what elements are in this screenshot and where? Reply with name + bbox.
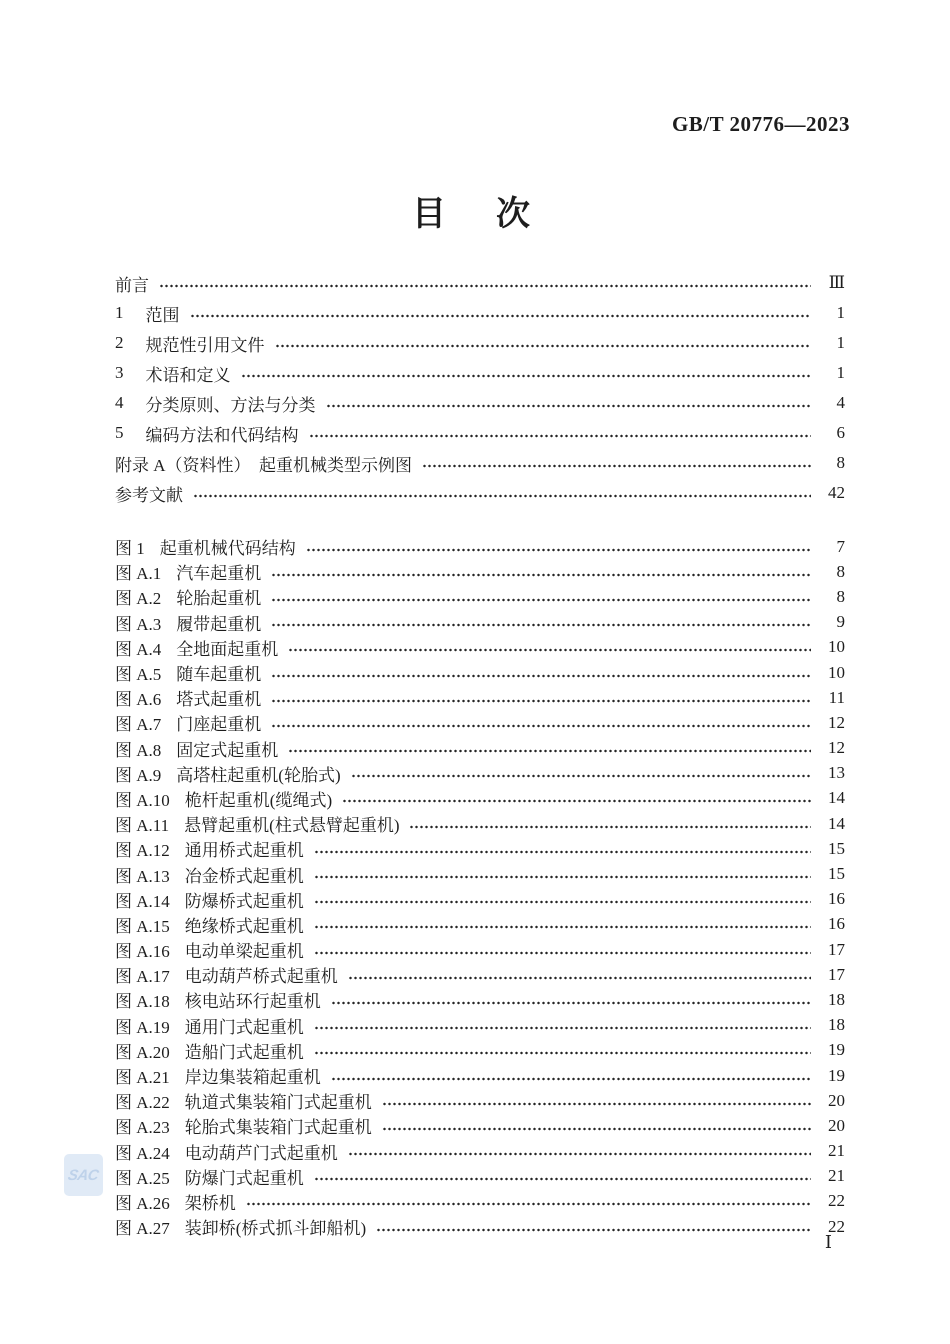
toc-entry-label: 分类原则、方法与分类: [145, 395, 316, 415]
toc-section-entry: [115, 418, 845, 448]
dot-leader: [382, 1102, 811, 1106]
dot-leader: [271, 623, 811, 627]
toc-entry-label: 全地面起重机: [176, 639, 279, 659]
toc-entry-label: 架桥机: [184, 1193, 236, 1213]
toc-entry-label: 桅杆起重机(缆绳式): [184, 790, 333, 810]
toc-section-entry: [115, 268, 845, 298]
dot-leader: [331, 1077, 811, 1081]
toc-entry-page: 6: [836, 423, 845, 442]
dot-leader: [271, 724, 811, 728]
dot-leader: [275, 344, 812, 348]
toc-entry-page: 20: [828, 1115, 845, 1135]
toc-entry-label: 术语和定义: [145, 365, 231, 385]
toc-figure-entry: [115, 660, 845, 685]
toc-entry-page: 16: [828, 889, 845, 909]
toc-figure-entry: [115, 1164, 845, 1189]
dot-leader: [314, 1051, 811, 1055]
toc-entry-label: 固定式起重机: [176, 740, 279, 760]
toc-entry-label: 塔式起重机: [176, 690, 262, 710]
toc-section-list: [115, 268, 845, 508]
toc-figure-entry: [115, 736, 845, 761]
toc-entry-label: 汽车起重机: [176, 564, 262, 584]
toc-entry-label: 防爆桥式起重机: [184, 891, 304, 911]
toc-entry-number: 图 A.6: [115, 690, 162, 710]
toc-entry-number: 图 A.17: [115, 967, 170, 987]
toc-entry-page: 17: [828, 964, 845, 984]
dot-leader: [314, 900, 811, 904]
toc-entry-label: 门座起重机: [176, 715, 262, 735]
dot-leader: [288, 749, 811, 753]
toc-entry-label: 轮胎式集装箱门式起重机: [184, 1118, 372, 1138]
dot-leader: [271, 573, 811, 577]
toc-entry-page: 15: [828, 864, 845, 884]
dot-leader: [159, 284, 811, 288]
dot-leader: [314, 850, 811, 854]
toc-entry-page: 18: [828, 1015, 845, 1035]
toc-entry-page: 4: [836, 393, 845, 412]
dot-leader: [271, 598, 811, 602]
toc-figure-entry: [115, 584, 845, 609]
toc-entry-label: 电动单梁起重机: [184, 942, 304, 962]
toc-entry-label: 装卸桥(桥式抓斗卸船机): [184, 1219, 367, 1239]
toc-entry-label: 轮胎起重机: [176, 589, 262, 609]
toc-entry-number: 图 A.1: [115, 564, 162, 584]
toc-entry-label: 起重机械代码结构: [159, 539, 296, 559]
dot-leader: [331, 1001, 811, 1005]
toc-entry-page: 10: [828, 662, 845, 682]
toc-entry-label: 规范性引用文件: [145, 335, 265, 355]
dot-leader: [241, 374, 812, 378]
toc-entry-label: 随车起重机: [176, 665, 262, 685]
toc-entry-number: 图 A.14: [115, 891, 170, 911]
toc-entry-number: 图 A.22: [115, 1093, 170, 1113]
dot-leader: [422, 464, 811, 468]
toc-section-entry: [115, 358, 845, 388]
toc-figure-entry: [115, 861, 845, 886]
toc-entry-label: 范围: [145, 305, 180, 325]
toc-entry-number: 图 A.24: [115, 1143, 170, 1163]
toc-entry-label: 轨道式集装箱门式起重机: [184, 1093, 372, 1113]
toc-figure-entry: [115, 937, 845, 962]
page-title: 目 次: [412, 196, 538, 233]
toc-entry-page: 20: [828, 1090, 845, 1110]
toc-figure-entry: [115, 887, 845, 912]
toc-entry-number: 图 A.21: [115, 1068, 170, 1088]
toc-entry-number: 图 A.23: [115, 1118, 170, 1138]
toc-entry-label: 造船门式起重机: [184, 1042, 304, 1062]
sac-watermark-logo: [64, 1154, 103, 1196]
toc-entry-page: 22: [828, 1216, 845, 1236]
dot-leader: [314, 1026, 811, 1030]
dot-leader: [306, 548, 811, 552]
toc-figure-entry: [115, 1113, 845, 1138]
toc-entry-number: 图 A.12: [115, 841, 170, 861]
toc-figure-entry: [115, 1038, 845, 1063]
toc-entry-number: 图 A.20: [115, 1042, 170, 1062]
toc-entry-page: 13: [828, 763, 845, 783]
dot-leader: [382, 1127, 811, 1131]
toc-entry-label: 防爆门式起重机: [184, 1168, 304, 1188]
toc-entry-number: 图 A.18: [115, 992, 170, 1012]
toc-entry-label: 岸边集装箱起重机: [184, 1068, 321, 1088]
dot-leader: [246, 1202, 811, 1206]
toc-entry-label: 履带起重机: [176, 614, 262, 634]
toc-entry-page: 42: [828, 483, 845, 502]
toc-figure-entry: [115, 836, 845, 861]
toc-entry-page: 10: [828, 637, 845, 657]
footer-page-number: Ⅰ: [824, 1232, 832, 1252]
dot-leader: [193, 494, 811, 498]
dot-leader: [314, 1177, 811, 1181]
toc-figure-entry: [115, 1139, 845, 1164]
toc-entry-label: 参考文献: [115, 485, 183, 505]
toc-entry-number: 图 A.11: [115, 816, 170, 836]
toc-section-entry: [115, 478, 845, 508]
toc-entry-label: 核电站环行起重机: [184, 992, 321, 1012]
toc-entry-label: 电动葫芦门式起重机: [184, 1143, 338, 1163]
toc-entry-label: 高塔柱起重机(轮胎式): [176, 765, 341, 785]
toc-figure-entry: [115, 1189, 845, 1214]
dot-leader: [314, 925, 811, 929]
toc-entry-page: 7: [836, 536, 845, 556]
toc-entry-page: 8: [836, 561, 845, 581]
toc-entry-number: 1: [115, 303, 124, 322]
toc-entry-page: 16: [828, 914, 845, 934]
toc-figure-list: [115, 534, 845, 1239]
dot-leader: [288, 648, 811, 652]
toc-entry-page: 14: [828, 788, 845, 808]
toc-entry-number: 3: [115, 363, 124, 382]
toc-figure-entry: [115, 534, 845, 559]
dot-leader: [271, 674, 811, 678]
sac-watermark-label: SAC: [66, 1166, 101, 1184]
toc-entry-label: 悬臂起重机(柱式悬臂起重机): [184, 816, 400, 836]
toc-entry-page: 17: [828, 939, 845, 959]
toc-entry-page: 8: [836, 453, 845, 472]
toc-entry-page: 21: [828, 1141, 845, 1161]
dot-leader: [348, 1152, 811, 1156]
toc-figure-entry: [115, 912, 845, 937]
toc-figure-entry: [115, 811, 845, 836]
toc-entry-label: 冶金桥式起重机: [184, 866, 304, 886]
toc-entry-number: 图 A.15: [115, 916, 170, 936]
toc-entry-number: 图 A.5: [115, 665, 162, 685]
toc-entry-number: 图 A.4: [115, 639, 162, 659]
dot-leader: [314, 875, 811, 879]
toc-entry-number: 图 A.13: [115, 866, 170, 886]
toc-entry-number: 图 A.3: [115, 614, 162, 634]
toc-entry-number: 图 1: [115, 539, 145, 559]
toc-entry-page: Ⅲ: [828, 273, 845, 292]
toc-entry-page: 9: [836, 612, 845, 632]
toc-figure-entry: [115, 962, 845, 987]
toc-entry-label: 附录 A（资料性） 起重机械类型示例图: [115, 455, 413, 475]
toc-entry-page: 12: [828, 712, 845, 732]
toc-entry-number: 图 A.7: [115, 715, 162, 735]
dot-leader: [326, 404, 812, 408]
toc-entry-label: 通用桥式起重机: [184, 841, 304, 861]
toc-entry-number: 4: [115, 393, 124, 412]
toc-entry-page: 19: [828, 1040, 845, 1060]
toc-entry-number: 图 A.9: [115, 765, 162, 785]
dot-leader: [342, 799, 811, 803]
toc-figure-entry: [115, 710, 845, 735]
dot-leader: [351, 774, 811, 778]
toc-figure-entry: [115, 1063, 845, 1088]
toc-figure-entry: [115, 559, 845, 584]
toc-entry-page: 21: [828, 1166, 845, 1186]
toc-entry-number: 图 A.27: [115, 1219, 170, 1239]
toc-figure-entry: [115, 1013, 845, 1038]
toc-entry-page: 8: [836, 586, 845, 606]
toc-figure-entry: [115, 786, 845, 811]
toc-figure-entry: [115, 987, 845, 1012]
toc-entry-page: 1: [836, 333, 845, 352]
toc-entry-page: 1: [836, 303, 845, 322]
toc-entry-label: 绝缘桥式起重机: [184, 916, 304, 936]
standard-code: GB/T 20776—2023: [671, 112, 850, 136]
toc-entry-number: 图 A.10: [115, 790, 170, 810]
dot-leader: [409, 825, 811, 829]
dot-leader: [376, 1228, 811, 1232]
toc-figure-entry: [115, 1214, 845, 1239]
dot-leader: [271, 699, 811, 703]
dot-leader: [314, 951, 811, 955]
toc-entry-page: 14: [828, 813, 845, 833]
toc-entry-number: 图 A.25: [115, 1168, 170, 1188]
toc-entry-label: 编码方法和代码结构: [145, 425, 299, 445]
toc-entry-number: 2: [115, 333, 124, 352]
toc-entry-page: 19: [828, 1065, 845, 1085]
toc-figure-entry: [115, 1088, 845, 1113]
toc-figure-entry: [115, 685, 845, 710]
toc-section-entry: [115, 388, 845, 418]
toc-entry-label: 电动葫芦桥式起重机: [184, 967, 338, 987]
toc-section-entry: [115, 448, 845, 478]
toc-section-entry: [115, 298, 845, 328]
toc-entry-label: 通用门式起重机: [184, 1017, 304, 1037]
toc-entry-number: 5: [115, 423, 124, 442]
toc-entry-number: 图 A.8: [115, 740, 162, 760]
dot-leader: [348, 976, 811, 980]
toc-entry-page: 11: [828, 687, 845, 707]
toc-entry-page: 12: [828, 738, 845, 758]
toc-entry-label: 前言: [115, 275, 149, 295]
dot-leader: [190, 314, 812, 318]
toc-entry-number: 图 A.26: [115, 1193, 170, 1213]
toc-entry-page: 18: [828, 989, 845, 1009]
toc-entry-number: 图 A.16: [115, 942, 170, 962]
toc-entry-page: 22: [828, 1191, 845, 1211]
toc-entry-number: 图 A.2: [115, 589, 162, 609]
toc-entry-number: 图 A.19: [115, 1017, 170, 1037]
toc-figure-entry: [115, 635, 845, 660]
toc-entry-page: 1: [836, 363, 845, 382]
toc-section-entry: [115, 328, 845, 358]
dot-leader: [309, 434, 812, 438]
toc-figure-entry: [115, 761, 845, 786]
toc-entry-page: 15: [828, 838, 845, 858]
toc-figure-entry: [115, 610, 845, 635]
